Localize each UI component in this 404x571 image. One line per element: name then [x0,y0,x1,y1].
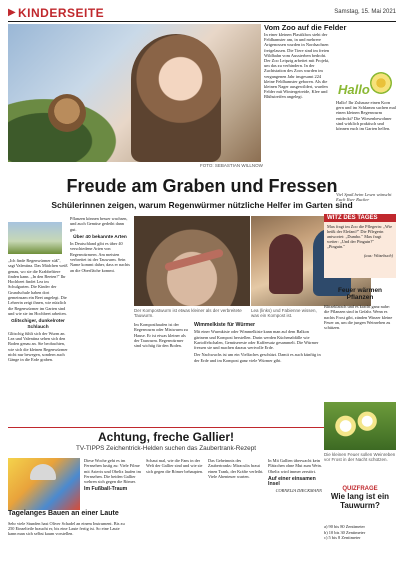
helmet-shape [30,464,56,480]
lute-text: Sehr viele Stunden hast Oliver Schadel an einem Instrument. Bis zu 250 Einzelteile braucht er, bis eine Laute fertig ist. So eine Laute kann man sich selbst kaum vorstellen. [8,521,125,537]
column-2-subheading: Über 40 bekannte Arten [73,234,127,240]
zookeeper-shape [131,34,221,162]
quiz-question: Wie lang ist ein Tauwurm? [330,492,390,510]
intro-title: Vom Zoo auf die Felder [264,23,347,32]
hamster-shape [48,94,86,132]
flower-icon [370,72,392,94]
photo-credit: FOTO: SEBASTIAN WILLNOW [200,163,263,168]
tv-column-2-text: Schaut mal, wie die Fans in der Welt der Gallier sind und wie sie sich gegen die Römer behaupten. [146,458,204,474]
intro-signoff: Viel Spaß beim Lesen wünscht Euch Ilser Rucker [336,192,392,202]
feuer-title: Feuer wärmen Pflanzen [337,287,383,301]
column-4-text-b: Der Nachwuchs ist um ein Vielfaches geschützt. Damit es auch künftig in der Erde und im Kompost ganz viele Würmer gibt. [194,352,321,363]
quiz-box [324,486,396,510]
meadow-photo [8,222,62,254]
joke-text: Max fragt im Zoo die Pflegerin: „Wie heißt der Elefant?" Die Pflegerin antwortet: „Dumbo." Max fragt weiter: „Und der Pinguin?" „Pinguin." [327,224,392,250]
hallo-greeting: Hallo [338,82,370,97]
section-divider [8,427,324,428]
tv-column-1-text: Diese Woche geht es im Fernsehen lustig zu: Viele Filme mit Asterix und Obelix laufen im Fernsehen. Die beiden Gallier wehren sich gegen die Römer. [84,458,141,485]
feuer-caption: Die kleinen Feuer sollen Weinreben vor Frost in der Nacht schützen. [324,452,396,462]
article-column-2 [70,216,130,426]
lute-headline: Tagelanges Bauen an einer Laute [8,510,119,517]
issue-date: Samstag, 15. Mai 2021 [334,9,396,15]
section-title: KINDERSEITE [18,6,105,20]
article-column-4 [194,320,322,426]
column-2-text-b: In Deutschland gibt es über 40 verschiedene Arten von Regenwürmern. Am meisten verbreitet ist der Tauwurm. Sein Name kommt daher, dass er nachts an die Oberfläche kommt. [70,241,130,273]
feuer-column [324,304,396,400]
page-header [8,6,396,22]
joke-box [324,214,396,278]
column-4-subheading: Wimmelkiste für Würmer [194,322,256,328]
quiz-answer: c) 5 bis 8 Zentimeter [324,535,361,541]
tv-credit: CORNELIA DIECKMANN [275,488,322,494]
quiz-answers [324,524,396,541]
quiz-answer: a) 90 bis 80 Zentimeter [324,524,365,529]
column-3-text: Im Komposthaufen ist der Regenwurm oder Mistwurm zu Hause. Er ist etwas kleiner als der Tauwurm. Regenwürmer sind wichtig für den Boden. [134,322,188,349]
article-column-3 [134,322,190,426]
tv-subheadline: TV-TIPPS Zeichentrick-Helden suchen das Zaubertrank-Rezept [75,445,257,452]
quiz-answer: b) 10 bis 30 Zentimeter [324,529,366,535]
asterix-illustration [8,458,80,510]
article-subheadline: Schülerinnen zeigen, warum Regenwürmer nützliche Helfer im Garten sind [51,200,353,210]
feuer-text: Blitzeklatsch und es kracht ganz nahe: die Pflanzen sind in Gefahr. Wenn es nachts Frost gibt, zünden Winzer kleine Feuer an, um die jungen Weinreben zu schützen. [324,304,393,331]
column-4-text: Mit einer Wurmkiste oder Wimmelkiste kann man auf dem Balkon gärtnern und Kompost herstellen. Darin werden Küchenabfälle wie Kartoffelschalen, Gemüsereste oder Kaffeesatz gesammelt. Die Würmer fressen sie und machen daraus wertvolle Erde. [194,329,319,351]
tv-column-2 [146,458,204,566]
article-headline: Freude am Graben und Fressen [66,176,338,196]
intro-text: In einer kleinen Plastikbox steht der Feldhamster am, in und mehrere Artgenossen wurden in Nordsachsen freigelassen. Die Tiere sind im freien Wildbahn vom Aussterben bedroht. Der Zoo Leipzig arbeitet mit Projekt, um das zu verhindern. In der Zuchtstation des Zoos wurden im vergangenen Jahr insgesamt 224 kleine Feldhamster geboren. Als die kleinen Nager ausgewildert, wurden Felder mit Wintergetreide, Klee und Blühstreifen angelegt. [264,32,330,100]
tv-column-4-text: In Mit Gallien überwacht kein Plätzchen ohne Mut zum Wein. Obelix wird immer zerstört. [268,458,322,474]
tv-headline: Achtung, freche Gallier! [97,430,235,444]
worm-shape [164,248,224,271]
tv-column-4 [268,458,322,566]
column-1-subheading: Glitschiger, dunkelroter Schlauch [11,319,65,330]
joke-source: (aus: Witzebuch) [364,253,393,259]
joke-box-label: WITZ DES TAGES [324,214,396,222]
article-column-1 [8,258,68,426]
column-1-text-b: Glitschig fühlt sich der Wurm an. Lea und Valentina sehen sich den Boden genau an. Sie beobachten, wie sich die kleinen Regenwürmer nicht nur bewegen, sondern auch Gänge in die Erde graben. [8,330,68,363]
column-1-text: „Ich finde Regenwürmer süß", sagt Valentina. Das Mädchen weiß genau, wo sie die Krabbeltiere finden kann. „In den Beeten!" Ihr Hochbeet findet Lea im Schulgarten. Die Kinder der Grundschule haben dort gemeinsam ein Beet angelegt. Die Lehrerin zeigt ihnen, wie nützlich die Regenwürmer im Garten sind und wie sie im Hochbeet arbeiten. [8,258,68,316]
tv-column-1-subheading: Im Fußball-Traum [84,486,128,493]
tv-column-3-text: Das Geheimnis des Zaubertranks: Miraculix braut einen Trank, der Kräfte verleiht. Viele Abenteuer warten. [208,458,264,479]
worm-caption: Der Kompostwurm ist etwas kleiner als der verbreitete Tauwurm. [134,308,242,318]
section-arrow-icon: ▶ [8,7,16,18]
column-2-text: Pflanzen können besser wachsen, und auch Gemüse gedeiht dann gut. [70,216,128,232]
frost-fire-photo [324,402,396,450]
tv-column-4-subheading: Auf einer einsamen Insel [268,475,316,488]
kids-caption: Lea (links) und Fabienne wissen, was ein Kompost ist. [251,308,317,318]
tv-column-3 [208,458,264,566]
worm-photo [134,216,250,306]
child-shape [269,234,303,294]
hamster-photo [8,24,261,162]
quiz-label: QUIZFRAGE [342,486,378,492]
intro-greeting-text: Hallo! Ihr Zuhause einen Korn gern und im Schlamm suchen mal einen kleinen Regenwurm entdeckt? Die Wiesenbewohner sind wirklich praktisch und können euch im Garten helfen. [336,100,396,132]
